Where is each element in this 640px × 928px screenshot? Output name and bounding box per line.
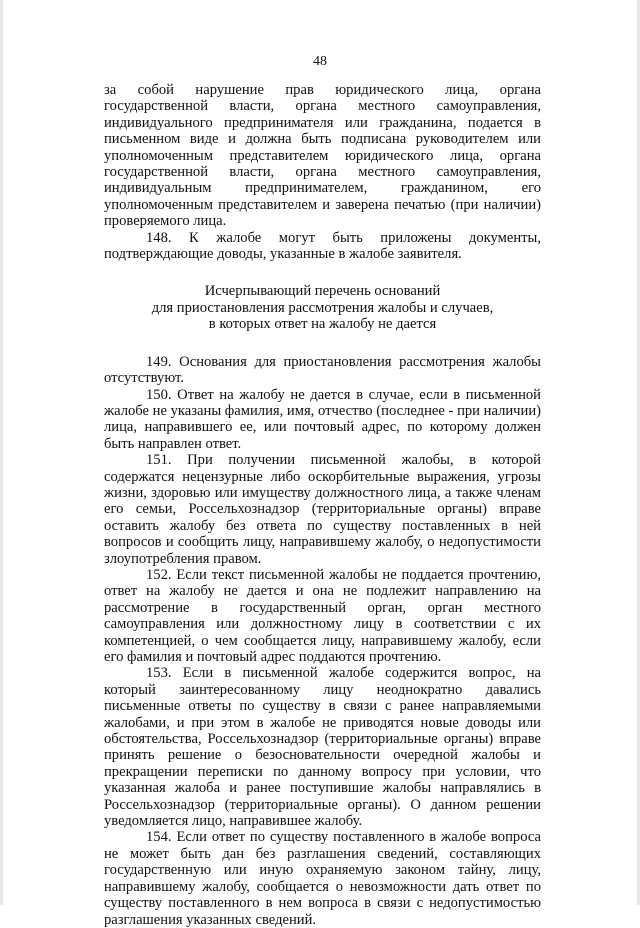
scan-edge-left (0, 0, 3, 905)
heading-line: Исчерпывающий перечень оснований (204, 283, 441, 300)
paragraph-152: 152. Если текст письменной жалобы не поддается прочтению, ответ на жалобу не дается и она не подлежит направлению на рассмотрение в государственный орган, орган местного самоуправления или должностному лицу в соответствии с их компетенцией, о чем сообщается лицу, направившему жалобу, если его фамилия и почтовый адрес поддаются прочтению. (104, 566, 541, 665)
page-number: 48 (313, 54, 327, 69)
section-heading (104, 283, 541, 332)
paragraph-150: 150. Ответ на жалобу не дается в случае, если в письменной жалобе не указаны фамилия, имя, отчество (последнее - при наличии) лица, направившего ее, или почтовый адрес, по которому должен быть направлен ответ. (104, 386, 541, 452)
paragraph-153: 153. Если в письменной жалобе содержится вопрос, на который заинтересованному лицу неоднократно давались письменные ответы по существу в связи с ранее направляемыми жалобами, и при этом в жалобе не приводятся новые доводы или обстоятельства, Россельхознадзор (территориальные органы) вправе принять решение о безосновательности очередной жалобы и прекращении переписки по данному вопросу при условии, что указанная жалоба и ранее поступившие жалобы направлялись в Россельхознадзор (территориальные органы). О данном решении уведомляется лицо, направившее жалобу. (104, 665, 541, 830)
heading-line: в которых ответ на жалобу не дается (208, 316, 437, 333)
paragraph-149: 149. Основания для приостановления рассмотрения жалобы отсутствуют. (104, 353, 541, 387)
document-body (104, 82, 541, 928)
heading-line: для приостановления рассмотрения жалобы и случаев, (151, 299, 494, 316)
paragraph-148: 148. К жалобе могут быть приложены документы, подтверждающие доводы, указанные в жалобе заявителя. (104, 229, 541, 263)
paragraph-151: 151. При получении письменной жалобы, в которой содержатся нецензурные либо оскорбительные выражения, угрозы жизни, здоровью или имуществу должностного лица, а также членам его семьи, Россельхознадзор (территориальные органы) вправе оставить жалобу без ответа по существу поставленных в ней вопросов и сообщить лицу, направившему жалобу, о недопустимости злоупотребления правом. (104, 452, 541, 567)
paragraph-154: 154. Если ответ по существу поставленного в жалобе вопроса не может быть дан без разглашения сведений, составляющих государственную или иную охраняемую законом тайну, лицу, направившему жалобу, сообщается о невозможности дать ответ по существу поставленного в нем вопроса в связи с недопустимостью разглашения указанных сведений. (104, 829, 541, 928)
paragraph-continuation: за собой нарушение прав юридического лица, органа государственной власти, органа местного самоуправления, индивидуального предпринимателя или гражданина, подается в письменном виде и должна быть подписана руководителем или уполномоченным представителем юридического лица, органа государственной власти, органа местного самоуправления, индивидуальным предпринимателем, гражданином, его уполномоченным представителем и заверена печатью (при наличии) проверяемого лица. (104, 82, 541, 230)
